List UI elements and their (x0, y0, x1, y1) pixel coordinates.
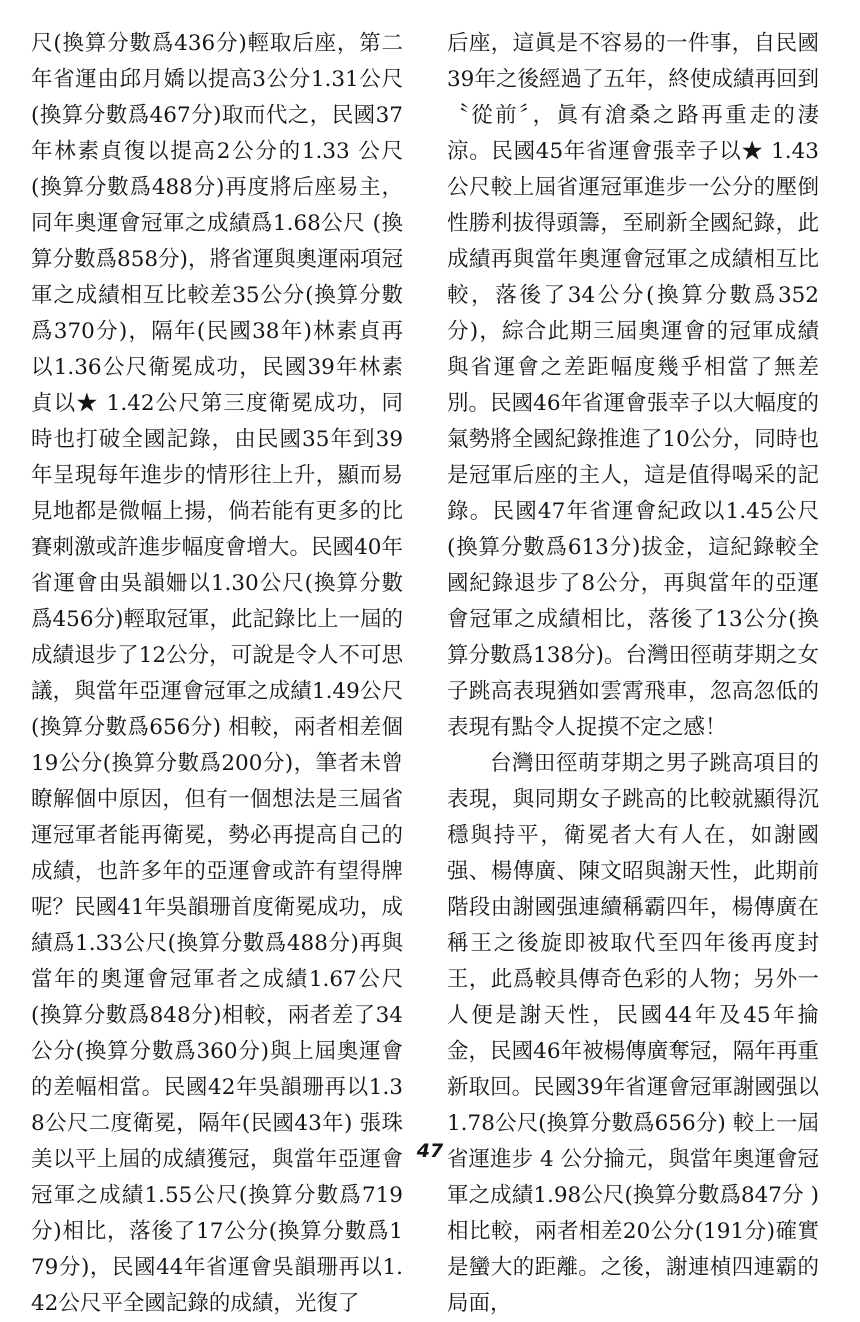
right-paragraph-1: 后座，這眞是不容易的一件事，自民國39年之後經過了五年，終使成績再回到〝從前〞，眞有滄桑之路再重走的淒涼。民國45年省運會張幸子以★ 1.43公尺較上屆省運冠軍進步一公分的壓倒性勝利拔得頭籌，至刷新全國紀錄，此成績再與當年奧運會冠軍之成績相互比較，落後了34公分(換算分數爲352分)，綜合此期三屆奧運會的冠軍成績與省運會之差距幅度幾乎相當了無差別。民國46年省運會張幸子以大幅度的氣勢將全國紀錄推進了10公分，同時也是冠軍后座的主人，這是值得喝采的記錄。民國47年省運會紀政以1.45公尺(換算分數爲613分)拔金，這紀錄較全國紀錄退步了8公分，再與當年的亞運會冠軍之成績相比，落後了13公分(換算分數爲138分)。台灣田徑萌芽期之女子跳高表現猶如雲霄飛車，忽高忽低的表現有點令人捉摸不定之感！ (447, 31, 819, 740)
right-column (447, 26, 819, 1316)
page-number: 47 (416, 1140, 444, 1162)
right-paragraph-2: 台灣田徑萌芽期之男子跳高項目的表現，與同期女子跳高的比較就顯得沉穩與持平，衛冕者大有人在，如謝國强、楊傳廣、陳文昭與謝天性，此期前階段由謝國强連續稱霸四年，楊傳廣在稱王之後旋即被取代至四年後再度封王，此爲較具傳奇色彩的人物；另外一人便是謝天性，民國44年及45年掄金，民國46年被楊傳廣奪冠，隔年再重新取回。民國39年省運會冠軍謝國强以1.78公尺(換算分數爲656分) 較上一屆省運進步 4 公分掄元，與當年奧運會冠軍之成績1.98公尺(換算分數爲847分 ) 相比較，兩者相差20公分(191分)確實是蠻大的距離。之後，謝連楨四連霸的局面， (447, 751, 819, 1316)
left-column (31, 26, 403, 1316)
left-paragraph-1: 尺(換算分數爲436分)輕取后座，第二年省運由邱月嬌以提高3公分1.31公尺(換算分數爲467分)取而代之，民國37年林素貞復以提高2公分的1.33 公尺(換算分數爲488分)再度將后座易主，同年奧運會冠軍之成績爲1.68公尺 (換算分數爲858分)，將省運與奧運兩項冠軍之成績相互比較差35公分(換算分數爲370分)，隔年(民國38年)林素貞再以1.36公尺衛冕成功，民國39年林素貞以★ 1.42公尺第三度衛冕成功，同時也打破全國記錄，由民國35年到39年呈現每年進步的情形往上升，顯而易見地都是微幅上揚，倘若能有更多的比賽刺激或許進步幅度會增大。民國40年省運會由吳韻姍以1.30公尺(換算分數爲456分)輕取冠軍，此記錄比上一屆的成績退步了12公分，可說是令人不可思議，與當年亞運會冠軍之成績1.49公尺(換算分數爲656分) 相較，兩者相差個19公分(換算分數爲200分)，筆者未曾瞭解個中原因，但有一個想法是三屆省運冠軍者能再衛冕，勢必再提高自己的成績，也許多年的亞運會或許有望得牌呢？民國41年吳韻珊首度衛冕成功，成績爲1.33公尺(換算分數爲488分)再與當年的奧運會冠軍者之成績1.67公尺(換算分數爲848分)相較，兩者差了34公分(換算分數爲360分)與上屆奧運會的差幅相當。民國42年吳韻珊再以1.38公尺二度衛冕，隔年(民國43年) 張珠美以平上屆的成績獲冠，與當年亞運會冠軍之成績1.55公尺(換算分數爲719分)相比，落後了17公分(換算分數爲179分)，民國44年省運會吳韻珊再以1.42公尺平全國記錄的成績，光復了 (31, 31, 403, 1316)
